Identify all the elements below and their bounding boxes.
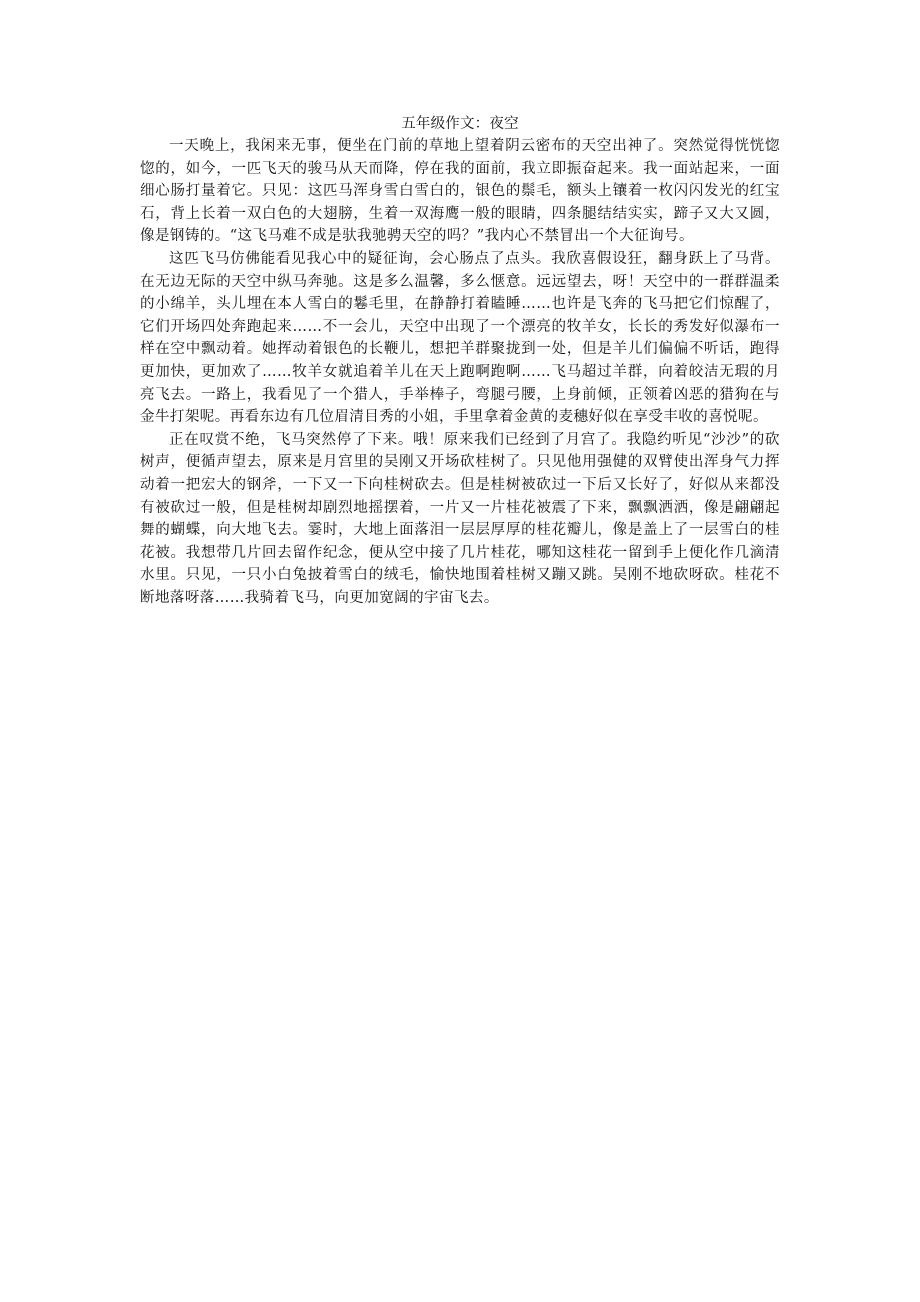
essay-paragraph-2: 这匹飞马仿佛能看见我心中的疑征询，会心肠点了点头。我欣喜假设狂，翻身跃上了马背。在无边无际的天空中纵马奔驰。这是多么温馨，多么惬意。远远望去，呀！天空中的一群群温柔的小绵羊，头儿埋在本人雪白的鬈毛里，在静静打着瞌睡……也许是飞奔的飞马把它们惊醒了，它们开场四处奔跑起来……不一会儿，天空中出现了一个漂亮的牧羊女，长长的秀发好似瀑布一样在空中飘动着。她挥动着银色的长鞭儿，想把羊群聚拢到一处，但是羊儿们偏偏不听话，跑得更加快，更加欢了……牧羊女就追着羊儿在天上跑啊跑啊……飞马超过羊群，向着皎洁无瑕的月亮飞去。一路上，我看见了一个猎人，手举棒子，弯腿弓腰，上身前倾，正领着凶恶的猎狗在与金牛打架呢。再看东边有几位眉清目秀的小姐，手里拿着金黄的麦穗好似在享受丰收的喜悦呢。 <box>140 250 780 426</box>
essay-paragraph-1: 一天晚上，我闲来无事，便坐在门前的草地上望着阴云密布的天空出神了。突然觉得恍恍惚惚的，如今，一匹飞天的骏马从天而降，停在我的面前，我立即振奋起来。我一面站起来，一面细心肠打量着它。只见：这匹马浑身雪白雪白的，银色的鬃毛，额头上镶着一枚闪闪发光的红宝石，背上长着一双白色的大翅膀，生着一双海鹰一般的眼睛，四条腿结结实实，蹄子又大又圆，像是钢铸的。“这飞马难不成是驮我驰骋天空的吗？”我内心不禁冒出一个大征询号。 <box>140 138 780 245</box>
essay-title: 五年级作文：夜空 <box>401 116 519 132</box>
essay-body <box>140 113 780 609</box>
essay-paragraph-3: 正在叹赏不绝，飞马突然停了下来。哦！原来我们已经到了月宫了。我隐约听见“沙沙”的砍树声，便循声望去，原来是月宫里的吴刚又开场砍桂树了。只见他用强健的双臂使出浑身气力挥动着一把宏大的钢斧，一下又一下向桂树砍去。但是桂树被砍过一下后又长好了，好似从来都没有被砍过一般，但是桂树却剧烈地摇摆着，一片又一片桂花被震了下来，飘飘洒洒，像是翩翩起舞的蝴蝶，向大地飞去。霎时，大地上面落泪一层层厚厚的桂花瓣儿，像是盖上了一层雪白的桂花被。我想带几片回去留作纪念，便从空中接了几片桂花，哪知这桂花一留到手上便化作几滴清水里。只见，一只小白兔披着雪白的绒毛，愉快地围着桂树又蹦又跳。吴刚不地砍呀砍。桂花不断地落呀落……我骑着飞马，向更加宽阔的宇宙飞去。 <box>140 431 780 606</box>
